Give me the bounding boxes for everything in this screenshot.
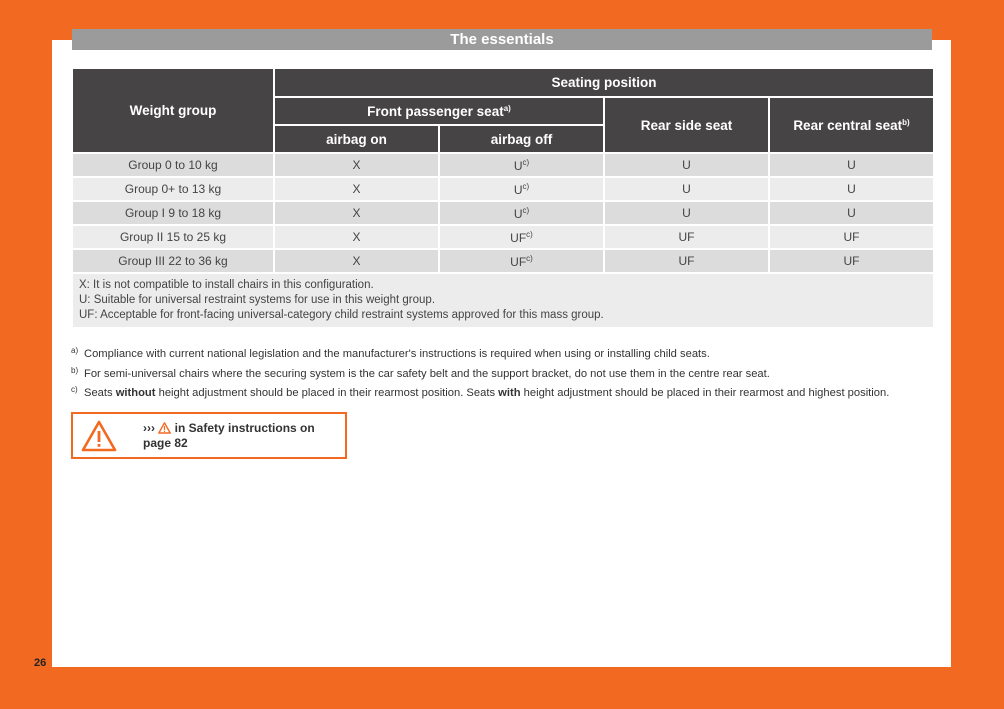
rear-central-cell: U (769, 201, 934, 225)
airbag-off-cell (439, 153, 604, 177)
front-passenger-label: Front passenger seat (367, 103, 504, 119)
legend-x: X: It is not compatible to install chairs in this configuration. (79, 279, 374, 291)
weight-group-cell: Group I 9 to 18 kg (72, 201, 274, 225)
rear-side-cell: U (604, 153, 769, 177)
footnote-c (71, 385, 933, 405)
airbag-off-cell (439, 177, 604, 201)
footnote-ref-a: a) (503, 103, 511, 113)
footnote-ref-c: c) (522, 181, 530, 191)
footnote-b-text: For semi-universal chairs where the securing system is the car safety belt and the support bracket, do not use them in the centre rear seat. (84, 367, 770, 380)
safety-reference-text: in Safety instructions on (171, 421, 315, 435)
footnote-c-marker: c) (71, 385, 78, 394)
airbag-on-cell: X (274, 201, 439, 225)
warning-triangle-icon (81, 420, 117, 452)
weight-group-cell: Group 0 to 10 kg (72, 153, 274, 177)
safety-reference-page: page 82 (143, 435, 188, 450)
footnote-ref-b: b) (902, 117, 910, 127)
footnote-a-marker: a) (71, 346, 79, 355)
rear-side-cell: U (604, 177, 769, 201)
footnote-ref-c: c) (522, 157, 530, 167)
footnote-ref-c: c) (522, 205, 530, 215)
footnote-c-text-2: height adjustment should be placed in their rearmost position. Seats (155, 387, 499, 399)
page-number: 26 (34, 657, 47, 669)
airbag-off-value: U (513, 182, 523, 197)
footnote-c-text-1: Seats (84, 387, 116, 399)
rear-central-cell: U (769, 177, 934, 201)
footnote-b-marker: b) (71, 365, 79, 375)
small-warning-icon (158, 422, 171, 434)
rear-side-cell: UF (604, 249, 769, 273)
footnote-c-text-3: height adjustment should be placed in their rearmost and highest position. (520, 387, 890, 399)
footnote-ref-c: c) (526, 229, 533, 239)
footnotes (71, 346, 933, 405)
rear-central-cell: UF (769, 225, 934, 249)
rear-side-cell: UF (604, 225, 769, 249)
safety-warning-box (71, 412, 347, 459)
airbag-off-cell (439, 225, 604, 249)
airbag-on-cell: X (274, 153, 439, 177)
rear-side-header: Rear side seat (604, 97, 769, 153)
airbag-off-value: UF (510, 254, 527, 269)
rear-central-header (769, 97, 934, 153)
table-legend (72, 273, 934, 328)
front-passenger-header (274, 97, 604, 125)
weight-group-cell: Group II 15 to 25 kg (72, 225, 274, 249)
seating-position-header: Seating position (274, 68, 934, 97)
footnote-ref-c: c) (526, 253, 533, 263)
airbag-on-cell: X (274, 225, 439, 249)
airbag-off-value: U (513, 158, 523, 173)
airbag-on-cell: X (274, 249, 439, 273)
weight-group-cell: Group III 22 to 36 kg (72, 249, 274, 273)
table-row (72, 225, 934, 249)
section-title: The essentials (72, 29, 932, 50)
table-row (72, 201, 934, 225)
arrows-icon: ››› (143, 421, 155, 435)
airbag-off-cell (439, 201, 604, 225)
airbag-off-header: airbag off (439, 125, 604, 153)
table-row (72, 249, 934, 273)
footnote-c-bold-without: without (115, 387, 156, 399)
airbag-off-value: UF (510, 230, 527, 245)
table-row (72, 177, 934, 201)
airbag-on-header: airbag on (274, 125, 439, 153)
rear-central-cell: U (769, 153, 934, 177)
footnote-c-bold-with: with (498, 387, 521, 399)
child-seat-table (71, 67, 935, 329)
rear-central-cell: UF (769, 249, 934, 273)
footnote-a-text: Compliance with current national legislation and the manufacturer's instructions is required when using or installing child seats. (84, 348, 710, 360)
safety-reference-link[interactable] (143, 421, 315, 450)
footnote-a (71, 346, 933, 366)
weight-group-header: Weight group (72, 68, 274, 153)
airbag-off-value: U (513, 206, 523, 221)
footnote-b (71, 366, 933, 386)
airbag-on-cell: X (274, 177, 439, 201)
table-row (72, 153, 934, 177)
rear-central-label: Rear central seat (793, 117, 903, 133)
legend-u: U: Suitable for universal restraint systems for use in this weight group. (79, 294, 436, 306)
rear-side-cell: U (604, 201, 769, 225)
weight-group-cell: Group 0+ to 13 kg (72, 177, 274, 201)
airbag-off-cell (439, 249, 604, 273)
legend-uf: UF: Acceptable for front-facing universal-category child restraint systems approved for this mass group. (79, 309, 604, 321)
